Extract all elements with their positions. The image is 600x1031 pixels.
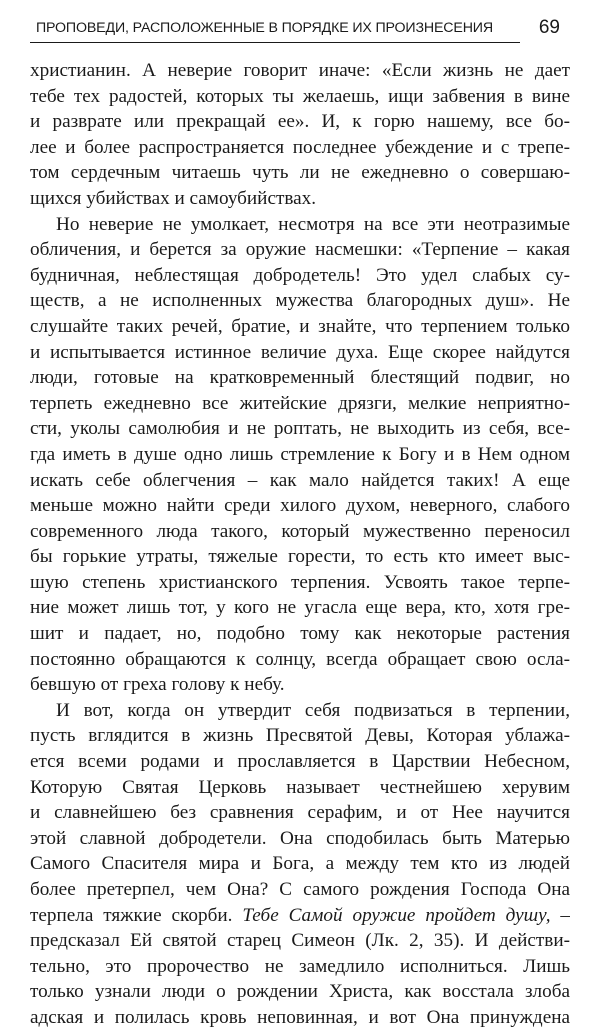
text-line: сти, уколы самолюбия и не роптать, не выходить из себя, все- — [30, 418, 570, 440]
text-line: бы горькие утраты, тяжелые горести, то есть кто имеет выс- — [30, 546, 570, 568]
text-line: ществ, а не исполненных мужества благородных душ». Не — [30, 290, 570, 312]
text-line: Которую Святая Церковь называет честнейшею херувим — [30, 776, 570, 798]
text-line: люди, готовые на кратковременный блестящий подвиг, но — [30, 367, 570, 389]
text-line: адская и полилась кровь неповинная, и вот Она принуждена — [30, 1006, 570, 1028]
text-line: будничная, неблестящая добродетель! Это удел слабых су- — [30, 264, 570, 286]
text-line: Самого Спасителя мира и Бога, а между тем кто из людей — [30, 853, 570, 875]
text-line: И вот, когда он утвердит себя подвизаться в терпении, — [56, 699, 570, 721]
text-line: шую степень христианского терпения. Усвоять такое терпе- — [30, 571, 570, 593]
text-line: щихся убийствах и самоубийствах. — [30, 187, 317, 209]
text-line: и испытывается истинное величие духа. Еще скорее найдутся — [30, 341, 570, 363]
text-line: только узнали люди о рождении Христа, как восстала злоба — [30, 981, 570, 1003]
text-line: искать себе облегчения – как мало найдется таких! А еще — [30, 469, 570, 491]
text-line: более претерпел, чем Она? С самого рождения Господа Она — [30, 879, 570, 900]
text-line: тельно, это пророчество не замедлило исполниться. Лишь — [30, 955, 570, 977]
text-line: христианин. А неверие говорит иначе: «Если жизнь не дает — [30, 60, 570, 81]
text-line: Но неверие не умолкает, несмотря на все эти неотразимые — [56, 213, 570, 235]
text-line: тебе тех радостей, которых ты желаешь, ищи забвения в вине — [30, 85, 570, 107]
text-line: обличения, и берется за оружие насмешки: «Терпение – какая — [30, 239, 570, 261]
text-line: современного люда такого, который мужественно переносил — [30, 520, 570, 542]
quote-italic: Тебе Самой оружие пройдет душу, — [242, 904, 551, 926]
text-line: терпеть ежедневно все житейские дрязги, мелкие неприятно- — [30, 392, 570, 414]
text-line: том сердечным читаешь чуть ли не ежедневно о совершаю- — [30, 162, 570, 184]
text-line: пусть вглядится в жизнь Пресвятой Девы, Которая ублажа- — [30, 725, 570, 747]
text-line: предсказал Ей святой старец Симеон (Лк. 2, 35). И действи- — [30, 930, 570, 952]
text-line: этой славной добродетели. Она сподобилась быть Матерью — [30, 827, 570, 849]
text-line: постоянно обращаются к солнцу, всегда обращает свою осла- — [30, 648, 570, 670]
text-line: лее и более распространяется последнее убеждение и с трепе- — [30, 136, 570, 158]
line-text: – — [550, 904, 570, 926]
line-text: терпела тяжкие скорби. — [30, 904, 243, 926]
text-line: слушайте таких речей, братие, и знайте, что терпением только — [30, 315, 570, 337]
body-text — [30, 58, 570, 1031]
text-line: и славнейшею без сравнения серафим, и от Нее научится — [30, 802, 570, 824]
text-line: ется всеми родами и прославляется в Царствии Небесном, — [30, 751, 570, 773]
running-title: ПРОПОВЕДИ, РАСПОЛОЖЕННЫЕ В ПОРЯДКЕ ИХ ПРОИЗНЕСЕНИЯ — [36, 20, 493, 36]
text-line: меньше можно найти среди хилого духом, неверного, слабого — [30, 495, 570, 517]
text-line: ние может лишь тот, у кого не угасла еще вера, кто, хотя гре- — [30, 597, 570, 619]
page-number: 69 — [538, 17, 560, 38]
header-rule — [30, 42, 520, 43]
text-line: гда иметь в душе одно лишь стремление к Богу и в Нем одном — [30, 443, 570, 465]
text-line: шит и падает, но, подобно тому как некоторые растения — [30, 623, 570, 645]
running-header — [30, 16, 560, 44]
text-line — [30, 903, 570, 929]
text-line: и разврате или прекращай ее». И, к горю нашему, все бо- — [30, 111, 570, 133]
text-line: бевшую от греха голову к небу. — [30, 674, 285, 696]
